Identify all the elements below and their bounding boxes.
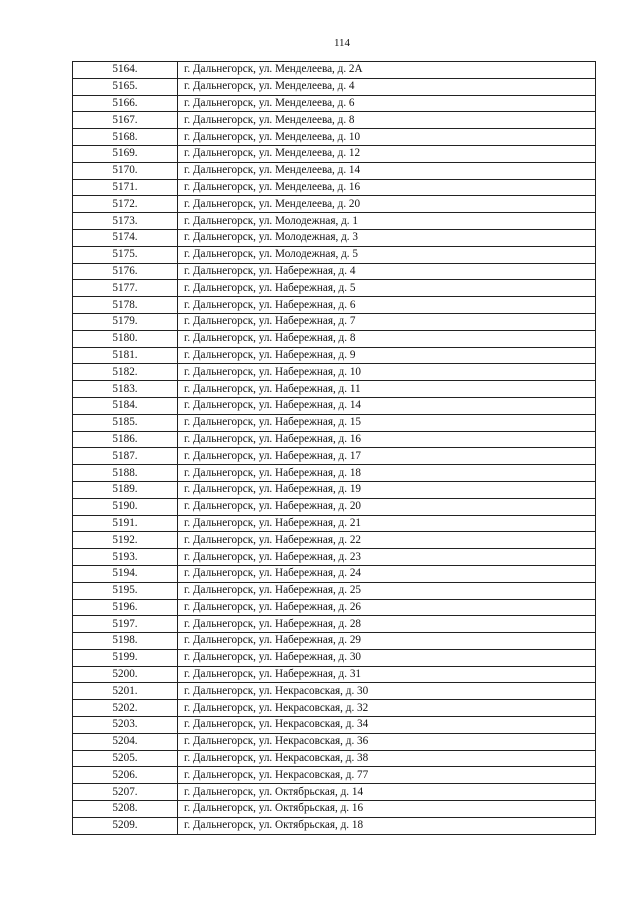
row-number: 5169. [73, 145, 178, 162]
row-number: 5174. [73, 229, 178, 246]
table-row [73, 347, 596, 364]
row-number: 5203. [73, 717, 178, 734]
row-address: г. Дальнегорск, ул. Некрасовская, д. 77 [178, 767, 596, 784]
row-address: г. Дальнегорск, ул. Некрасовская, д. 34 [178, 717, 596, 734]
row-address: г. Дальнегорск, ул. Набережная, д. 28 [178, 616, 596, 633]
row-address: г. Дальнегорск, ул. Набережная, д. 26 [178, 599, 596, 616]
row-address: г. Дальнегорск, ул. Октябрьская, д. 14 [178, 784, 596, 801]
row-address: г. Дальнегорск, ул. Набережная, д. 4 [178, 263, 596, 280]
table-row [73, 364, 596, 381]
row-address: г. Дальнегорск, ул. Менделеева, д. 6 [178, 95, 596, 112]
row-address: г. Дальнегорск, ул. Набережная, д. 29 [178, 633, 596, 650]
row-address: г. Дальнегорск, ул. Набережная, д. 9 [178, 347, 596, 364]
row-number: 5172. [73, 196, 178, 213]
row-number: 5184. [73, 397, 178, 414]
row-address: г. Дальнегорск, ул. Менделеева, д. 12 [178, 145, 596, 162]
table-row [73, 498, 596, 515]
row-address: г. Дальнегорск, ул. Набережная, д. 14 [178, 397, 596, 414]
row-address: г. Дальнегорск, ул. Молодежная, д. 1 [178, 213, 596, 230]
page-number: 114 [333, 37, 351, 49]
row-address: г. Дальнегорск, ул. Некрасовская, д. 36 [178, 733, 596, 750]
table-row [73, 801, 596, 818]
table-row [73, 616, 596, 633]
table-row [73, 112, 596, 129]
row-number: 5178. [73, 297, 178, 314]
table-row [73, 683, 596, 700]
row-address: г. Дальнегорск, ул. Набережная, д. 20 [178, 498, 596, 515]
table-row [73, 330, 596, 347]
table-row [73, 431, 596, 448]
row-address: г. Дальнегорск, ул. Набережная, д. 18 [178, 465, 596, 482]
table-row [73, 750, 596, 767]
row-address: г. Дальнегорск, ул. Некрасовская, д. 32 [178, 700, 596, 717]
row-number: 5191. [73, 515, 178, 532]
row-address: г. Дальнегорск, ул. Менделеева, д. 10 [178, 129, 596, 146]
row-number: 5176. [73, 263, 178, 280]
row-number: 5205. [73, 750, 178, 767]
table-row [73, 145, 596, 162]
row-address: г. Дальнегорск, ул. Набережная, д. 25 [178, 582, 596, 599]
row-number: 5167. [73, 112, 178, 129]
row-address: г. Дальнегорск, ул. Набережная, д. 19 [178, 481, 596, 498]
address-table [72, 61, 596, 835]
row-number: 5173. [73, 213, 178, 230]
row-address: г. Дальнегорск, ул. Набережная, д. 22 [178, 532, 596, 549]
table-row [73, 297, 596, 314]
row-address: г. Дальнегорск, ул. Набережная, д. 15 [178, 414, 596, 431]
row-number: 5175. [73, 246, 178, 263]
row-number: 5182. [73, 364, 178, 381]
row-address: г. Дальнегорск, ул. Набережная, д. 23 [178, 549, 596, 566]
row-address: г. Дальнегорск, ул. Набережная, д. 31 [178, 666, 596, 683]
table-row [73, 599, 596, 616]
row-address: г. Дальнегорск, ул. Набережная, д. 8 [178, 330, 596, 347]
row-number: 5200. [73, 666, 178, 683]
table-row [73, 633, 596, 650]
row-number: 5192. [73, 532, 178, 549]
row-address: г. Дальнегорск, ул. Набережная, д. 10 [178, 364, 596, 381]
table-row [73, 129, 596, 146]
table-row [73, 280, 596, 297]
table-row [73, 263, 596, 280]
table-row [73, 414, 596, 431]
table-row [73, 817, 596, 834]
row-number: 5199. [73, 649, 178, 666]
row-number: 5188. [73, 465, 178, 482]
address-table-body [73, 62, 596, 835]
table-row [73, 448, 596, 465]
row-address: г. Дальнегорск, ул. Набережная, д. 24 [178, 565, 596, 582]
row-number: 5194. [73, 565, 178, 582]
table-row [73, 666, 596, 683]
row-address: г. Дальнегорск, ул. Набережная, д. 17 [178, 448, 596, 465]
table-row [73, 549, 596, 566]
table-row [73, 582, 596, 599]
row-address: г. Дальнегорск, ул. Набережная, д. 5 [178, 280, 596, 297]
table-row [73, 381, 596, 398]
table-row [73, 78, 596, 95]
row-number: 5183. [73, 381, 178, 398]
table-row [73, 784, 596, 801]
row-number: 5189. [73, 481, 178, 498]
table-row [73, 565, 596, 582]
table-row [73, 532, 596, 549]
row-number: 5204. [73, 733, 178, 750]
row-number: 5180. [73, 330, 178, 347]
row-address: г. Дальнегорск, ул. Менделеева, д. 4 [178, 78, 596, 95]
row-number: 5186. [73, 431, 178, 448]
row-address: г. Дальнегорск, ул. Менделеева, д. 16 [178, 179, 596, 196]
table-row [73, 246, 596, 263]
row-number: 5202. [73, 700, 178, 717]
row-address: г. Дальнегорск, ул. Молодежная, д. 3 [178, 229, 596, 246]
row-number: 5171. [73, 179, 178, 196]
row-number: 5177. [73, 280, 178, 297]
row-number: 5196. [73, 599, 178, 616]
row-address: г. Дальнегорск, ул. Некрасовская, д. 30 [178, 683, 596, 700]
row-address: г. Дальнегорск, ул. Октябрьская, д. 18 [178, 817, 596, 834]
table-row [73, 733, 596, 750]
row-address: г. Дальнегорск, ул. Некрасовская, д. 38 [178, 750, 596, 767]
row-number: 5168. [73, 129, 178, 146]
table-row [73, 196, 596, 213]
row-address: г. Дальнегорск, ул. Молодежная, д. 5 [178, 246, 596, 263]
table-row [73, 700, 596, 717]
row-number: 5197. [73, 616, 178, 633]
row-number: 5181. [73, 347, 178, 364]
row-address: г. Дальнегорск, ул. Набережная, д. 6 [178, 297, 596, 314]
row-address: г. Дальнегорск, ул. Набережная, д. 7 [178, 313, 596, 330]
row-address: г. Дальнегорск, ул. Менделеева, д. 20 [178, 196, 596, 213]
row-number: 5185. [73, 414, 178, 431]
table-row [73, 162, 596, 179]
table-row [73, 179, 596, 196]
row-number: 5164. [73, 62, 178, 79]
row-number: 5198. [73, 633, 178, 650]
row-number: 5207. [73, 784, 178, 801]
row-number: 5209. [73, 817, 178, 834]
row-address: г. Дальнегорск, ул. Октябрьская, д. 16 [178, 801, 596, 818]
table-row [73, 481, 596, 498]
row-number: 5166. [73, 95, 178, 112]
table-row [73, 767, 596, 784]
table-row [73, 717, 596, 734]
table-row [73, 397, 596, 414]
row-address: г. Дальнегорск, ул. Менделеева, д. 8 [178, 112, 596, 129]
row-address: г. Дальнегорск, ул. Менделеева, д. 2А [178, 62, 596, 79]
row-address: г. Дальнегорск, ул. Набережная, д. 11 [178, 381, 596, 398]
table-row [73, 229, 596, 246]
row-number: 5201. [73, 683, 178, 700]
table-row [73, 95, 596, 112]
row-number: 5187. [73, 448, 178, 465]
table-row [73, 313, 596, 330]
row-number: 5193. [73, 549, 178, 566]
row-address: г. Дальнегорск, ул. Набережная, д. 21 [178, 515, 596, 532]
row-number: 5208. [73, 801, 178, 818]
row-number: 5195. [73, 582, 178, 599]
table-row [73, 213, 596, 230]
row-address: г. Дальнегорск, ул. Набережная, д. 16 [178, 431, 596, 448]
table-row [73, 515, 596, 532]
row-number: 5190. [73, 498, 178, 515]
table-row [73, 62, 596, 79]
row-number: 5206. [73, 767, 178, 784]
table-row [73, 465, 596, 482]
row-number: 5170. [73, 162, 178, 179]
row-address: г. Дальнегорск, ул. Набережная, д. 30 [178, 649, 596, 666]
row-address: г. Дальнегорск, ул. Менделеева, д. 14 [178, 162, 596, 179]
row-number: 5179. [73, 313, 178, 330]
row-number: 5165. [73, 78, 178, 95]
table-row [73, 649, 596, 666]
